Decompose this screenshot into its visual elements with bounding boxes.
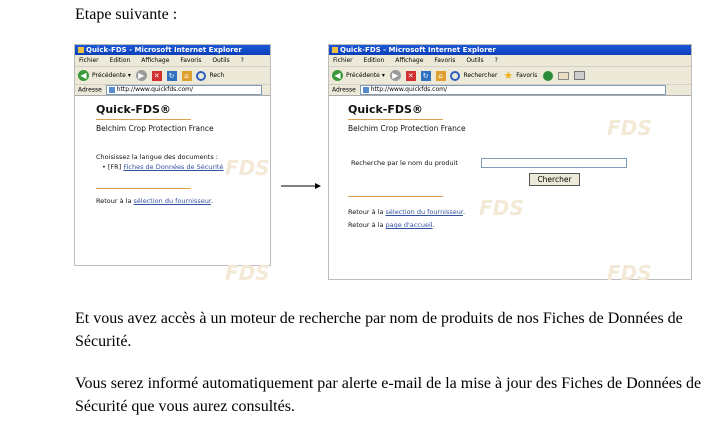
search-label[interactable]: Rechercher [463,72,498,79]
favorites-star-icon[interactable]: ★ [503,69,514,82]
mail-icon[interactable] [558,72,569,80]
page-content [329,96,691,296]
site-title: Quick-FDS® [348,103,423,116]
ie-icon [78,47,84,53]
browser-screenshot-search [328,44,692,285]
address-field[interactable] [360,85,666,95]
address-value: http://www.quickfds.com/ [116,86,194,93]
language-code: [FR] [107,163,122,171]
refresh-icon[interactable]: ↻ [167,71,177,81]
print-icon[interactable] [574,71,585,80]
browser-screenshot-language [74,44,271,285]
watermark-logo: FDS [225,261,270,285]
window-title: Quick-FDS - Microsoft Internet Explorer [86,46,242,54]
home-icon[interactable]: ⌂ [436,71,446,81]
menu-help[interactable]: ? [240,57,244,64]
menu-affichage[interactable]: Affichage [395,57,424,64]
menu-favoris[interactable]: Favoris [180,57,202,64]
menu-fichier[interactable]: Fichier [333,57,353,64]
window-titlebar [75,45,270,55]
menu-outils[interactable]: Outils [212,57,230,64]
return-line-home: Retour à la page d'accueil. [348,221,435,229]
address-bar [329,85,691,96]
title-divider [96,119,191,120]
product-search-input[interactable] [481,158,627,168]
page-content [75,96,270,296]
title-divider [348,119,443,120]
forward-arrow-icon[interactable]: ▶ [390,70,401,81]
back-label[interactable]: Précédente [346,72,380,79]
search-icon[interactable] [450,71,460,81]
home-page-link[interactable]: page d'accueil [385,221,433,229]
menu-edition[interactable]: Edition [363,57,385,64]
menu-favoris[interactable]: Favoris [434,57,456,64]
menu-outils[interactable]: Outils [466,57,484,64]
window-title: Quick-FDS - Microsoft Internet Explorer [340,46,496,54]
stop-icon[interactable]: ✕ [406,71,416,81]
paragraph-email-alert: Vous serez informé automatiquement par alerte e-mail de la mise à jour des Fiches de Données de Sécurité que vous aurez consultés. [75,375,702,415]
back-label[interactable]: Précédente [92,72,126,79]
arrow-right-icon [281,183,321,189]
company-name: Belchim Crop Protection France [96,124,214,133]
section-divider [96,188,191,189]
page-icon [109,87,115,93]
menu-bar [75,55,270,67]
back-arrow-icon[interactable]: ◀ [332,70,343,81]
return-prefix: Retour à la [348,208,384,216]
paragraph-search-engine: Et vous avez accès à un moteur de recherche par nom de produits de nos Fiches de Données de Sécurité. [75,310,683,350]
supplier-selection-link[interactable]: sélection du fournisseur [133,197,211,205]
forward-arrow-icon[interactable]: ▶ [136,70,147,81]
address-label: Adresse [332,86,356,94]
search-label[interactable]: Rech [209,72,225,79]
address-bar [75,85,270,96]
watermark-logo: FDS [479,196,524,220]
home-icon[interactable]: ⌂ [182,71,192,81]
menu-fichier[interactable]: Fichier [79,57,99,64]
ie-icon [332,47,338,53]
back-arrow-icon[interactable]: ◀ [78,70,89,81]
return-prefix: Retour à la [348,221,384,229]
address-field[interactable] [106,85,262,95]
address-label: Adresse [78,86,102,94]
language-link-fds[interactable]: Fiches de Données de Sécurité [123,163,224,171]
menu-bar [329,55,691,67]
browser-toolbar [75,67,270,85]
favorites-label[interactable]: Favoris [516,72,538,79]
return-line-supplier: Retour à la sélection du fournisseur. [348,208,466,216]
watermark-logo: FDS [607,116,652,140]
media-icon[interactable] [543,71,553,81]
search-button[interactable]: Chercher [529,173,580,186]
supplier-selection-link[interactable]: sélection du fournisseur [385,208,463,216]
menu-edition[interactable]: Edition [109,57,131,64]
bullet: • [102,163,108,171]
step-heading: Etape suivante : [75,6,178,23]
back-dropdown-icon[interactable]: ▾ [381,72,385,79]
return-prefix: Retour à la [96,197,132,205]
back-dropdown-icon[interactable]: ▾ [127,72,131,79]
search-label-text: Recherche par le nom du produit [351,159,458,167]
browser-toolbar [329,67,691,85]
stop-icon[interactable]: ✕ [152,71,162,81]
menu-affichage[interactable]: Affichage [141,57,170,64]
section-divider [348,196,443,197]
menu-help[interactable]: ? [494,57,498,64]
language-list-item [102,163,223,171]
address-value: http://www.quickfds.com/ [370,86,448,93]
choose-language-label: Choisissez la langue des documents : [96,153,218,161]
company-name: Belchim Crop Protection France [348,124,466,133]
watermark-logo: FDS [225,156,270,180]
refresh-icon[interactable]: ↻ [421,71,431,81]
site-title: Quick-FDS® [96,103,171,116]
search-icon[interactable] [196,71,206,81]
window-titlebar [329,45,691,55]
watermark-logo: FDS [607,261,652,285]
page-icon [363,87,369,93]
return-line: Retour à la sélection du fournisseur. [96,197,214,205]
